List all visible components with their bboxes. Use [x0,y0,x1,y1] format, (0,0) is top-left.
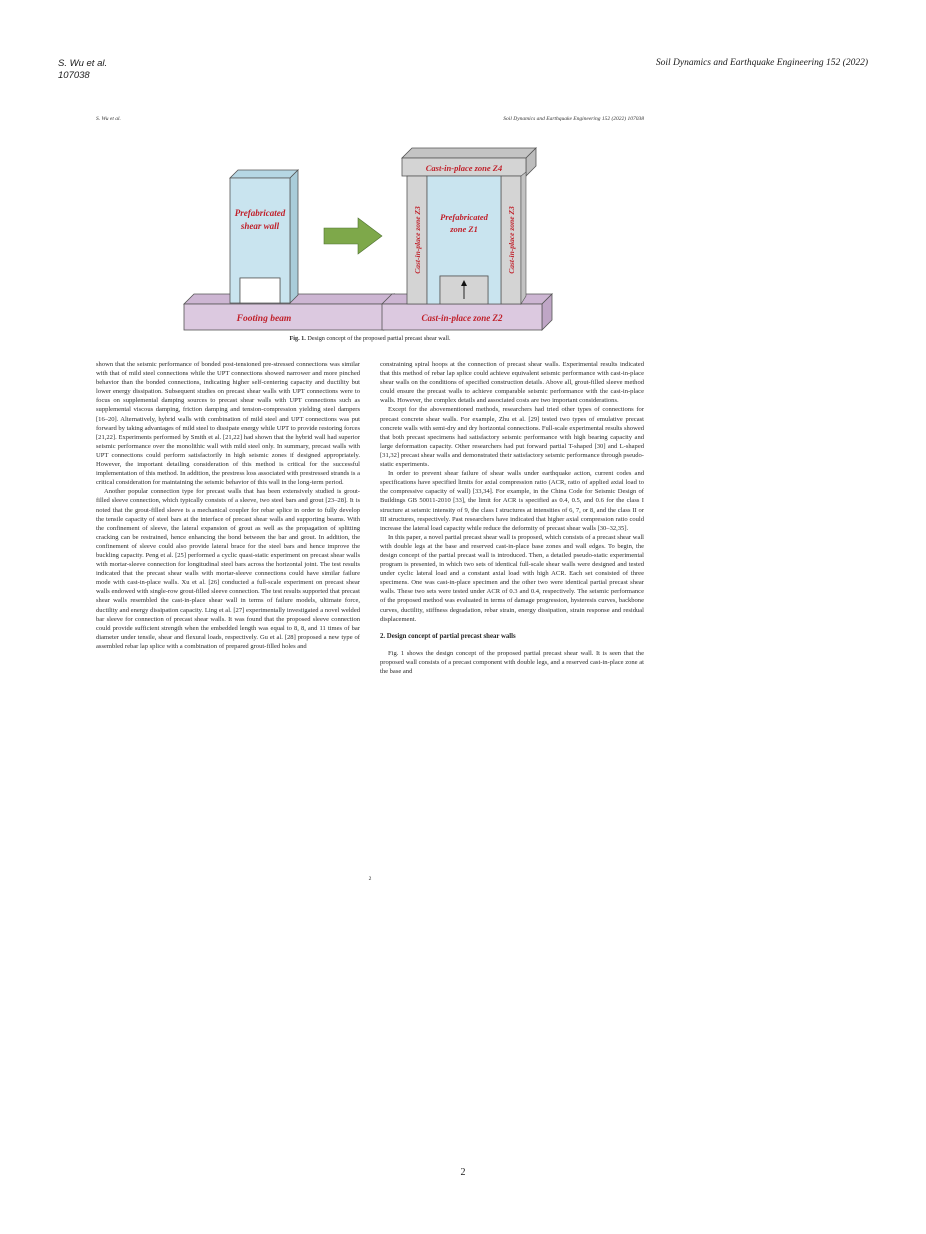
figure-caption [96,335,644,342]
zone-z3-right-side [521,172,526,304]
running-header-authors [58,58,107,82]
prefab-wall-top [230,170,298,178]
footing-beam-label: Footing beam [236,314,292,324]
figure-caption-label: Fig. 1. [289,335,306,342]
inner-page-number: 2 [368,876,372,882]
zone-z4-top [402,148,536,158]
body-column-right [380,360,644,676]
left-paragraph-2: Another popular connection type for precast walls that has been extensively studied is grout-filled sleeve connection, which typically consists of a sleeve, two steel bars and grout [23–28]. It is noted that the grout-filled sleeve is a mechanical coupler for rebar splice in order to fully develop the tensile capacity of steel bars at the interface of precast shear walls and supporting beams. With the confinement of sleeve, the lateral expansion of grout as well as the propagation of splitting cracking can be restrained, hence enhancing the bond between the bar and grout. In addition, the confinement of sleeve could also provide lateral brace for the steel bars and hence improve the buckling capacity. Peng et al. [25] performed a cyclic quasi-static experiment on precast shear walls with mortar-sleeve connection for longitudinal steel bars across the horizontal joint. The test results indicated that the precast shear walls with mortar-sleeve connections could have similar failure mode with cast-in-place walls. Xu et al. [26] conducted a full-scale experiment on precast shear walls endowed with single-row grout-filled sleeve connection. The test results supported that precast shear walls resembled the cast-in-place shear wall in terms of failure models, ultimate force, ductility and energy dissipation capacity. Ling et al. [27] experimentally investigated a novel welded bar sleeve for connection of precast shear walls. It was found that the proposed sleeve connection could provide sufficient strength when the embedded length was equal to 8, 8, and 11 times of bar diameter under tensile, shear and flexural loads, respectively. Gu et al. [28] proposed a new type of assembled rebar lap splice with a combination of prepared grout-filled holes and [96,488,360,650]
zone-z4-label: Cast-in-place zone Z4 [425,163,503,173]
body-column-left [96,360,360,651]
inner-header-journal: Soil Dynamics and Earthquake Engineering 152 (2022) 107038 [503,116,644,122]
right-paragraph-1: constraining spiral hoops at the connection of precast shear walls. Experimental results indicated that this method of rebar lap splice could achieve equivalent seismic performance with cast-in-place shear walls on the conditions of specified construction details. Above all, grout-filled sleeve method could ensure the precast walls to achieve comparable seismic performance with the cast-in-place walls. However, the complex details and associated costs are two important considerations. [380,361,644,405]
transition-arrow-icon [324,218,382,254]
right-assembly [382,148,552,330]
prefab-wall-opening [240,278,280,303]
prefab-wall-label-1: Prefabricated [234,208,286,218]
zone-z1-label-2: zone Z1 [450,224,478,234]
page-image [96,116,644,886]
zone-z1-label-1: Prefabricated [440,212,488,222]
zone-z3-right-label: Cast-in-place zone Z3 [507,206,516,274]
zone-z2-label: Cast-in-place zone Z2 [421,313,503,323]
header-article-id: 107038 [58,70,90,81]
prefab-wall-side [290,170,298,303]
zone-z3-left-label: Cast-in-place zone Z3 [413,206,422,274]
right-paragraph-2: Except for the abovementioned methods, researchers had tried other types of connections for precast concrete shear walls. For example, Zhu et al. [29] tested two types of emulative precast concrete walls with semi-dry and dry horizontal connections. Full-scale experimental results showed that both precast specimens had satisfactory seismic performance with high bearing capacity and large deformation capacity. Other researchers had put forward partial T-shaped [30] and L-shaped [31,32] precast shear walls and demonstrated their satisfactory seismic performance through pseudo-static experiments. [380,406,644,469]
figure-caption-text: Design concept of the proposed partial precast shear wall. [307,335,451,342]
right-paragraph-4: In this paper, a novel partial precast shear wall is proposed, which consists of a precast shear wall with double legs at the base and reserved cast-in-place base zones and wall edges. To begin, the design concept of the partial precast wall is introduced. Then, a detailed pseudo-static experimental program is presented, in which two sets of identical full-scale shear walls were designed and tested under cyclic lateral load and a constant axial load with high ACR. Each set consisted of three specimens. One was cast-in-place specimen and the other two were identical partial precast shear walls. These two sets were tested under ACR of 0.3 and 0.4, respectively. The seismic performance of the proposed method was evaluated in terms of damage progression, hysteresis curves, backbone curves, ductility, stiffness degradation, rebar strain, energy dissipation, strain response and residual displacement. [380,533,644,623]
page-number: 2 [460,1167,466,1178]
left-paragraph-1: shown that the seismic performance of bonded post-tensioned pre-stressed connections was similar with that of mild steel connections while the UPT connections showed narrower and more pinched behavior than the bonded connections, indicating higher self-centering capacity and ductility but lower energy dissipation. Subsequent studies on precast shear walls with UPT connections were to focus on supplemental damping sources to precast shear walls with UPT connections such as supplemental viscous damping, friction damping and tension-compression yielding steel dampers [16–20]. Alternatively, hybrid walls with combination of mild steel and UPT connections was put forward by taking advantages of mild steel to dissipate energy while UPT to provide restoring forces [21,22]. Experiments performed by Smith et al. [21,22] had shown that the hybrid wall had superior seismic performance over the monolithic wall with mild steel only. In summary, precast walls with UPT connections could perform satisfactorily in high seismic zones if designed appropriately. However, the important detailing consideration of this method is critical for the successful implementation of this method. In addition, the prestress loss associated with prestressed strands is a critical consideration for maintaining the seismic behavior of this wall in the long-term period. [96,361,360,487]
section-paragraph: Fig. 1 shows the design concept of the proposed partial precast shear wall. It is seen that the proposed wall consists of a precast component with double legs, and a reserved cast-in-place zone at the base and [380,649,644,675]
figure-1-diagram [96,136,644,346]
header-authors: S. Wu et al. [58,58,108,69]
running-header-journal: Soil Dynamics and Earthquake Engineering 152 (2022) [655,58,868,68]
section-title: 2. Design concept of partial precast shear walls [380,632,516,640]
right-paragraph-3: In order to prevent shear failure of shear walls under earthquake action, current codes and specifications have specified limits for axial compression ratio (ACR, ratio of applied axial load to the compressive capacity of wall) [33,34]. For example, in the China Code for Seismic Design of Buildings GB 50011-2010 [33], the limit for ACR is specified as 0.4, 0.5, and 0.6 for the class I structure at seismic intensity of 9, the class I structures at intensities of 6, 7, or 8, and the class II or III structures, respectively. Past researchers have indicated that higher axial compression ratio could increase the lateral load capacity while reduce the deformity of precast shear walls [30–32,35]. [380,470,644,532]
prefab-wall-label-2: shear wall [240,221,280,231]
inner-header-authors: S. Wu et al. [96,116,121,122]
